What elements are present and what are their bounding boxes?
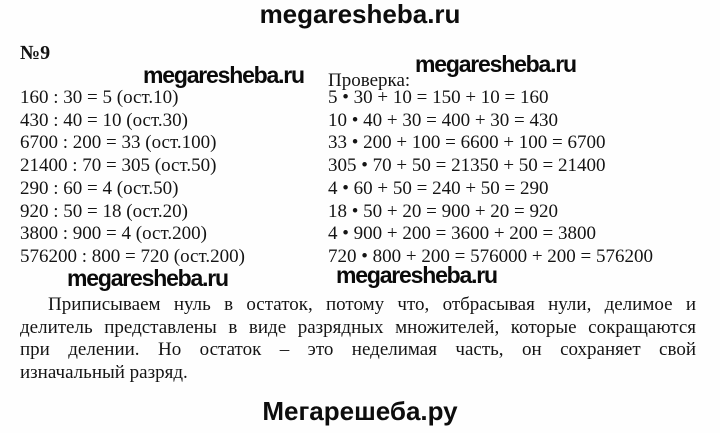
division-equation: 430 : 40 = 10 (ост.30) [20,109,188,131]
site-title-bottom: Мегарешеба.ру [262,396,458,426]
site-title-top: megaresheba.ru [259,0,461,29]
watermark-mid-left: megaresheba.ru [143,62,304,88]
check-equation: 720 • 800 + 200 = 576000 + 200 = 576200 [328,245,654,267]
check-equation: 33 • 200 + 100 = 6600 + 100 = 6700 [328,132,606,154]
check-equation: 305 • 70 + 50 = 21350 + 50 = 21400 [328,155,606,177]
check-equation: 5 • 30 + 10 = 150 + 10 = 160 [328,87,549,108]
explanation-line: делитель представлены в виде разрядных множителей, которые сокращаются [20,316,696,338]
check-label: Проверка: [328,70,411,91]
task-number: №9 [20,42,51,64]
check-equation: 4 • 60 + 50 = 240 + 50 = 290 [328,177,549,199]
explanation-line: Приписываем нуль в остаток, потому что, отбрасывая нули, делимое и [48,294,696,315]
division-equation: 576200 : 800 = 720 (ост.200) [20,245,245,267]
check-equation: 4 • 900 + 200 = 3600 + 200 = 3800 [328,223,597,245]
division-equation: 920 : 50 = 18 (ост.20) [20,200,188,222]
explanation-line: при делении. Но остаток – это неделимая часть, он сохраняет свой [20,339,696,361]
explanation-paragraph [20,294,696,385]
check-list [328,87,653,269]
division-equation: 290 : 60 = 4 (ост.50) [20,177,179,199]
division-equation: 3800 : 900 = 4 (ост.200) [20,223,207,245]
division-equation: 160 : 30 = 5 (ост.10) [20,87,179,108]
watermark-bottom-right: megaresheba.ru [336,262,497,288]
check-equation: 18 • 50 + 20 = 900 + 20 = 920 [328,200,559,222]
watermark-mid-right: megaresheba.ru [415,51,576,77]
division-equation: 21400 : 70 = 305 (ост.50) [20,155,217,177]
explanation-line: изначальный разряд. [20,362,188,384]
check-equation: 10 • 40 + 30 = 400 + 30 = 430 [328,109,559,131]
division-list [20,87,245,269]
watermark-bottom-left: megaresheba.ru [67,265,228,291]
division-equation: 6700 : 200 = 33 (ост.100) [20,132,217,154]
